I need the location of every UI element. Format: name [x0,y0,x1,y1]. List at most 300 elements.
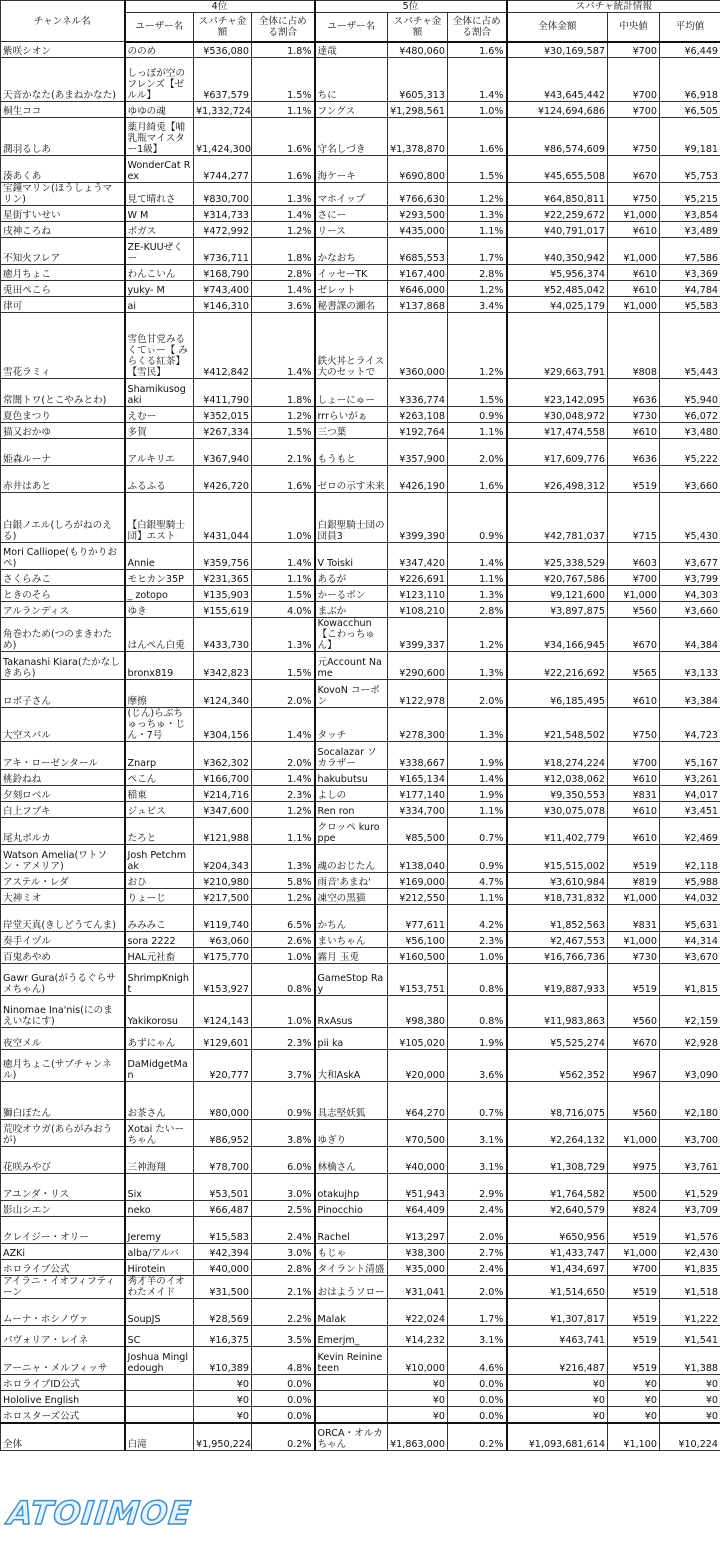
rank4-user-cell: Annie [125,543,194,570]
rank4-user-cell: (じん)らぶちゅっちゅ・じん・7号 [125,708,194,742]
mean-cell: ¥3,451 [660,802,720,818]
rank4-ratio-cell: 1.2% [252,407,315,423]
total-amount-cell: ¥2,467,553 [507,932,608,948]
table-row [1,889,720,905]
rank5-user-cell: 具志堅妖狐 [315,1082,388,1120]
total-amount-cell: ¥40,350,942 [507,238,608,265]
total-amount-cell: ¥9,350,553 [507,786,608,802]
header-median: 中央値 [608,13,660,42]
table-row [1,570,720,586]
table-row [1,238,720,265]
rank5-user-cell: もうもと [315,439,388,466]
rank5-amount-cell: ¥51,943 [388,1174,448,1201]
total-amount-cell: ¥30,169,587 [507,42,608,58]
channel-name-cell: Ninomae Ina'nis(にのまえいなにす) [1,996,125,1028]
rank5-user-cell: GameStop Ray [315,964,388,996]
table-row [1,964,720,996]
rank4-ratio-cell: 3.5% [252,1326,315,1347]
channel-name-cell: アーニャ・メルフィッサ [1,1347,125,1375]
rank5-user-cell: Rachel [315,1217,388,1244]
header-amount-4: スパチャ金額 [194,13,252,42]
rank4-user-cell: 三神海翔 [125,1147,194,1174]
channel-name-cell: AZKi [1,1244,125,1260]
rank5-ratio-cell: 1.9% [448,1028,507,1050]
rank4-user-cell: Xotai たいーちゃん [125,1120,194,1147]
rank4-ratio-cell: 1.5% [252,586,315,602]
rank4-user-cell: ボガス [125,222,194,238]
table-row [1,183,720,206]
table-row [1,1347,720,1375]
total-amount-cell: ¥21,548,502 [507,708,608,742]
channel-name-cell: Takanashi Kiara(たかなしきあら) [1,652,125,680]
rank4-user-cell: ふるふる [125,466,194,493]
rank5-ratio-cell: 0.7% [448,818,507,845]
mean-cell: ¥3,369 [660,265,720,281]
median-cell: ¥603 [608,543,660,570]
rank5-amount-cell: ¥20,000 [388,1050,448,1082]
rank5-user-cell: まぶか [315,602,388,618]
channel-name-cell: 奏手イヅル [1,932,125,948]
rank5-amount-cell: ¥293,500 [388,206,448,222]
total-amount-cell: ¥30,075,078 [507,802,608,818]
rank4-amount-cell: ¥28,569 [194,1299,252,1326]
total-amount-cell: ¥4,025,179 [507,297,608,313]
rank5-user-cell: 鉄火丼とライス大のセットで [315,313,388,379]
rank4-amount-cell: ¥135,903 [194,586,252,602]
rank4-amount-cell: ¥175,770 [194,948,252,964]
channel-name-cell: 角巻わため(つのまきわため) [1,618,125,652]
total-amount-cell: ¥3,897,875 [507,602,608,618]
total-amount-cell: ¥2,264,132 [507,1120,608,1147]
table-row [1,618,720,652]
median-cell: ¥519 [608,1276,660,1299]
rank4-user-cell: わんこいん [125,265,194,281]
table-row [1,1147,720,1174]
total-amount-cell: ¥64,850,811 [507,183,608,206]
rank4-ratio-cell: 2.0% [252,680,315,708]
rank4-ratio-cell: 0.0% [252,1375,315,1391]
rank5-amount-cell: ¥605,313 [388,58,448,102]
rank5-user-cell: かなおち [315,238,388,265]
rank4-user-cell: Joshua Mingledough [125,1347,194,1375]
table-row [1,818,720,845]
table-row [1,1276,720,1299]
total-amount-cell: ¥19,887,933 [507,964,608,996]
mean-cell: ¥5,222 [660,439,720,466]
rank5-ratio-cell: 1.2% [448,281,507,297]
rank5-ratio-cell: 1.1% [448,222,507,238]
rank5-user-cell: タッチ [315,708,388,742]
rank4-ratio-cell: 3.8% [252,1120,315,1147]
rank4-user-cell: Yakikorosu [125,996,194,1028]
rank5-ratio-cell: 0.0% [448,1391,507,1407]
rank4-amount-cell: ¥124,143 [194,996,252,1028]
rank5-ratio-cell: 2.4% [448,1260,507,1276]
watermark-logo: ATOIIMOE [6,1494,194,1532]
mean-cell: ¥5,167 [660,742,720,770]
rank5-user-cell: Malak [315,1299,388,1326]
rank4-ratio-cell: 2.0% [252,742,315,770]
rank4-ratio-cell: 1.5% [252,58,315,102]
rank5-ratio-cell: 0.9% [448,407,507,423]
channel-name-cell: 猫又おかゆ [1,423,125,439]
total-amount-cell: ¥29,663,791 [507,313,608,379]
mean-cell: ¥2,159 [660,996,720,1028]
table-row [1,1407,720,1423]
mean-cell: ¥4,303 [660,586,720,602]
total-amount-cell: ¥0 [507,1375,608,1391]
rank5-ratio-cell: 1.0% [448,102,507,118]
rank5-user-cell: Pinocchio [315,1201,388,1217]
rank5-amount-cell: ¥360,000 [388,313,448,379]
rank4-ratio-cell: 2.8% [252,1260,315,1276]
rank4-user-cell: _ zotopo [125,586,194,602]
median-cell: ¥730 [608,407,660,423]
rank5-ratio-cell: 1.5% [448,379,507,407]
table-row [1,1174,720,1201]
rank4-amount-cell: ¥411,790 [194,379,252,407]
rank4-amount-cell: ¥146,310 [194,297,252,313]
table-row [1,996,720,1028]
rank5-user-cell: ORCA・オルカちゃん [315,1423,388,1451]
rank5-user-cell: 魂のおじたん [315,845,388,873]
rank4-amount-cell: ¥78,700 [194,1147,252,1174]
rank4-ratio-cell: 0.0% [252,1407,315,1423]
median-cell: ¥610 [608,222,660,238]
table-row [1,802,720,818]
median-cell: ¥560 [608,602,660,618]
rank4-user-cell: ののめ [125,42,194,58]
total-amount-cell: ¥9,121,600 [507,586,608,602]
rank4-ratio-cell: 3.0% [252,1244,315,1260]
median-cell: ¥500 [608,1174,660,1201]
median-cell: ¥0 [608,1391,660,1407]
rank5-user-cell: 海ケーキ [315,156,388,183]
rank4-ratio-cell: 2.3% [252,1028,315,1050]
channel-name-cell: 夕刻ロベル [1,786,125,802]
rank4-user-cell: DaMidgetMan [125,1050,194,1082]
rank4-ratio-cell: 1.0% [252,996,315,1028]
total-amount-cell: ¥0 [507,1407,608,1423]
rank5-amount-cell: ¥35,000 [388,1260,448,1276]
rank4-ratio-cell: 1.2% [252,889,315,905]
table-row [1,313,720,379]
channel-name-cell: ムーナ・ホシノヴァ [1,1299,125,1326]
mean-cell: ¥1,222 [660,1299,720,1326]
mean-cell: ¥1,835 [660,1260,720,1276]
channel-name-cell: アユンダ・リス [1,1174,125,1201]
rank4-ratio-cell: 1.3% [252,183,315,206]
rank5-amount-cell: ¥426,190 [388,466,448,493]
rank5-amount-cell: ¥38,300 [388,1244,448,1260]
rank5-amount-cell: ¥399,390 [388,493,448,543]
header-rank5: 5位 [315,1,507,13]
rank4-user-cell: WonderCat Rex [125,156,194,183]
rank4-amount-cell: ¥433,730 [194,618,252,652]
rank4-amount-cell: ¥53,501 [194,1174,252,1201]
table-row [1,845,720,873]
rank4-amount-cell: ¥217,500 [194,889,252,905]
rank4-amount-cell: ¥214,716 [194,786,252,802]
rank4-user-cell: はんぺん白兎 [125,618,194,652]
rank4-ratio-cell: 1.2% [252,802,315,818]
rank5-amount-cell: ¥278,300 [388,708,448,742]
median-cell: ¥750 [608,118,660,156]
rank4-user-cell: 多賀 [125,423,194,439]
channel-name-cell: 不知火フレア [1,238,125,265]
median-cell: ¥519 [608,466,660,493]
table-row [1,379,720,407]
rank5-amount-cell: ¥1,863,000 [388,1423,448,1451]
mean-cell: ¥1,576 [660,1217,720,1244]
total-amount-cell: ¥30,048,972 [507,407,608,423]
channel-name-cell: 雪花ラミィ [1,313,125,379]
mean-cell: ¥5,988 [660,873,720,889]
rank4-amount-cell: ¥342,823 [194,652,252,680]
total-amount-cell: ¥2,640,579 [507,1201,608,1217]
rank4-user-cell: Hirotein [125,1260,194,1276]
rank5-amount-cell: ¥31,041 [388,1276,448,1299]
rank4-user-cell: Six [125,1174,194,1201]
mean-cell: ¥5,753 [660,156,720,183]
rank5-user-cell: 達哉 [315,42,388,58]
total-amount-cell: ¥17,474,558 [507,423,608,439]
total-amount-cell: ¥43,645,442 [507,58,608,102]
rank5-user-cell: V Toiski [315,543,388,570]
rank5-ratio-cell: 2.0% [448,1217,507,1244]
rank4-ratio-cell: 2.1% [252,439,315,466]
rank5-ratio-cell: 4.6% [448,1347,507,1375]
rank5-ratio-cell: 0.8% [448,996,507,1028]
rank4-ratio-cell: 1.4% [252,708,315,742]
header-mean: 平均値 [660,13,720,42]
rank4-ratio-cell: 1.5% [252,423,315,439]
median-cell: ¥519 [608,1347,660,1375]
mean-cell: ¥3,261 [660,770,720,786]
rank5-amount-cell: ¥685,553 [388,238,448,265]
table-row [1,543,720,570]
channel-name-cell: ロボ子さん [1,680,125,708]
rank5-user-cell: rrrらいがぁ [315,407,388,423]
channel-name-cell: ホロライブ公式 [1,1260,125,1276]
channel-name-cell: 姫森ルーナ [1,439,125,466]
channel-name-cell: 大神ミオ [1,889,125,905]
rank4-amount-cell: ¥412,842 [194,313,252,379]
mean-cell: ¥6,505 [660,102,720,118]
rank5-amount-cell: ¥766,630 [388,183,448,206]
median-cell: ¥610 [608,265,660,281]
rank4-ratio-cell: 2.4% [252,1217,315,1244]
rank4-amount-cell: ¥16,375 [194,1326,252,1347]
rank4-amount-cell: ¥66,487 [194,1201,252,1217]
rank4-amount-cell: ¥426,720 [194,466,252,493]
mean-cell: ¥0 [660,1375,720,1391]
rank5-ratio-cell: 2.0% [448,439,507,466]
total-amount-cell: ¥42,781,037 [507,493,608,543]
mean-cell: ¥5,430 [660,493,720,543]
total-amount-cell: ¥11,983,863 [507,996,608,1028]
rank5-ratio-cell: 1.3% [448,708,507,742]
rank4-amount-cell: ¥362,302 [194,742,252,770]
rank5-ratio-cell: 1.9% [448,786,507,802]
median-cell: ¥565 [608,652,660,680]
rank4-user-cell: アルキリエ [125,439,194,466]
channel-name-cell: 岸堂天真(きしどうてんま) [1,905,125,932]
rank5-amount-cell: ¥64,270 [388,1082,448,1120]
channel-name-cell: アイラニ・イオフィフティーン [1,1276,125,1299]
rank5-ratio-cell: 0.9% [448,845,507,873]
median-cell: ¥610 [608,802,660,818]
channel-name-cell: Watson Amelia(ワトソン・アメリア) [1,845,125,873]
total-amount-cell: ¥22,216,692 [507,652,608,680]
channel-name-cell: アステル・レダ [1,873,125,889]
total-amount-cell: ¥34,166,945 [507,618,608,652]
median-cell: ¥519 [608,964,660,996]
median-cell: ¥560 [608,1082,660,1120]
rank5-ratio-cell: 3.1% [448,1120,507,1147]
rank4-amount-cell: ¥121,988 [194,818,252,845]
rank4-amount-cell: ¥0 [194,1391,252,1407]
table-row [1,742,720,770]
rank5-user-cell: かちん [315,905,388,932]
rank5-ratio-cell: 1.3% [448,586,507,602]
rank4-ratio-cell: 1.0% [252,948,315,964]
rank5-amount-cell: ¥212,550 [388,889,448,905]
total-amount-cell: ¥40,791,017 [507,222,608,238]
rank4-ratio-cell: 3.6% [252,297,315,313]
rank4-amount-cell: ¥352,015 [194,407,252,423]
channel-name-cell: アキ・ローゼンタール [1,742,125,770]
total-amount-cell: ¥12,038,062 [507,770,608,786]
rank4-amount-cell: ¥86,952 [194,1120,252,1147]
rank4-user-cell: 見て晴れさ [125,183,194,206]
rank4-ratio-cell: 1.6% [252,466,315,493]
rank5-user-cell: タイラント清盛 [315,1260,388,1276]
rank4-ratio-cell: 0.8% [252,964,315,996]
channel-name-cell: 花咲みやび [1,1147,125,1174]
rank5-ratio-cell: 1.1% [448,802,507,818]
median-cell: ¥975 [608,1147,660,1174]
median-cell: ¥715 [608,493,660,543]
table-row [1,206,720,222]
channel-name-cell: ホロライブID公式 [1,1375,125,1391]
rank4-user-cell: SC [125,1326,194,1347]
header-amount-5: スパチャ金額 [388,13,448,42]
rank5-ratio-cell: 0.2% [448,1423,507,1451]
rank5-ratio-cell: 2.8% [448,265,507,281]
rank5-amount-cell: ¥263,108 [388,407,448,423]
rank5-ratio-cell: 1.7% [448,1299,507,1326]
rank5-user-cell: RxAsus [315,996,388,1028]
rank4-amount-cell: ¥31,500 [194,1276,252,1299]
total-amount-cell: ¥17,609,776 [507,439,608,466]
median-cell: ¥808 [608,313,660,379]
total-amount-cell: ¥1,434,697 [507,1260,608,1276]
rank4-user-cell: ZE-KUUぜくー [125,238,194,265]
channel-name-cell: アルランディス [1,602,125,618]
mean-cell: ¥3,384 [660,680,720,708]
table-row [1,439,720,466]
rank4-user-cell: 雪色甘党みるくてぃー【 みらくる紅茶】【雪民】 [125,313,194,379]
rank4-user-cell: bronx819 [125,652,194,680]
median-cell: ¥610 [608,818,660,845]
rank5-amount-cell: ¥123,110 [388,586,448,602]
table-row [1,102,720,118]
median-cell: ¥670 [608,618,660,652]
mean-cell: ¥4,384 [660,618,720,652]
channel-name-cell: 夏色まつり [1,407,125,423]
rank5-amount-cell: ¥0 [388,1375,448,1391]
rank5-user-cell: 雨音'あまね' [315,873,388,889]
rank5-user-cell: しょーにゅー [315,379,388,407]
channel-name-cell: 兎田ぺこら [1,281,125,297]
total-amount-cell: ¥1,308,729 [507,1147,608,1174]
channel-name-cell: 夜空メル [1,1028,125,1050]
table-row [1,466,720,493]
rank4-user-cell: りょーじ [125,889,194,905]
rank4-amount-cell: ¥155,619 [194,602,252,618]
rank5-user-cell: マホイップ [315,183,388,206]
table-row [1,1244,720,1260]
rank5-user-cell [315,1375,388,1391]
rank4-user-cell: yuky- M [125,281,194,297]
median-cell: ¥0 [608,1375,660,1391]
channel-name-cell: 癒月ちょこ [1,265,125,281]
mean-cell: ¥2,469 [660,818,720,845]
rank5-ratio-cell: 3.1% [448,1147,507,1174]
rank4-ratio-cell: 4.0% [252,602,315,618]
mean-cell: ¥1,529 [660,1174,720,1201]
mean-cell: ¥5,940 [660,379,720,407]
rank5-user-cell: hakubutsu [315,770,388,786]
table-row [1,770,720,786]
rank4-user-cell [125,1407,194,1423]
total-amount-cell: ¥18,731,832 [507,889,608,905]
rank5-ratio-cell: 2.3% [448,932,507,948]
channel-name-cell: 癒月ちょこ(サブチャンネル) [1,1050,125,1082]
channel-name-cell: 大空スバル [1,708,125,742]
rank5-amount-cell: ¥138,040 [388,845,448,873]
rank5-ratio-cell: 1.1% [448,423,507,439]
mean-cell: ¥3,709 [660,1201,720,1217]
rank5-user-cell: Kevin Reinineteen [315,1347,388,1375]
rank4-ratio-cell: 2.8% [252,265,315,281]
rank4-user-cell: おひ [125,873,194,889]
rank5-amount-cell: ¥56,100 [388,932,448,948]
rank4-user-cell: 稲東 [125,786,194,802]
channel-name-cell: さくらみこ [1,570,125,586]
header-ratio-5: 全体に占める割合 [448,13,507,42]
rank4-ratio-cell: 1.1% [252,570,315,586]
rank5-amount-cell: ¥122,978 [388,680,448,708]
channel-name-cell: 宝鐘マリン(ほうしょうマリン) [1,183,125,206]
table-row [1,423,720,439]
mean-cell: ¥2,430 [660,1244,720,1260]
mean-cell: ¥6,449 [660,42,720,58]
rank5-amount-cell: ¥290,600 [388,652,448,680]
channel-name-cell: 百鬼あやめ [1,948,125,964]
rank5-user-cell: フングス [315,102,388,118]
channel-name-cell: クレイジー・オリー [1,1217,125,1244]
rank4-user-cell: お茶さん [125,1082,194,1120]
total-amount-cell: ¥11,402,779 [507,818,608,845]
header-channel: チャンネル名 [1,1,125,42]
table-row [1,1391,720,1407]
rank5-amount-cell: ¥646,000 [388,281,448,297]
median-cell: ¥1,000 [608,206,660,222]
rank4-ratio-cell: 1.4% [252,770,315,786]
channel-name-cell: 全体 [1,1423,125,1451]
